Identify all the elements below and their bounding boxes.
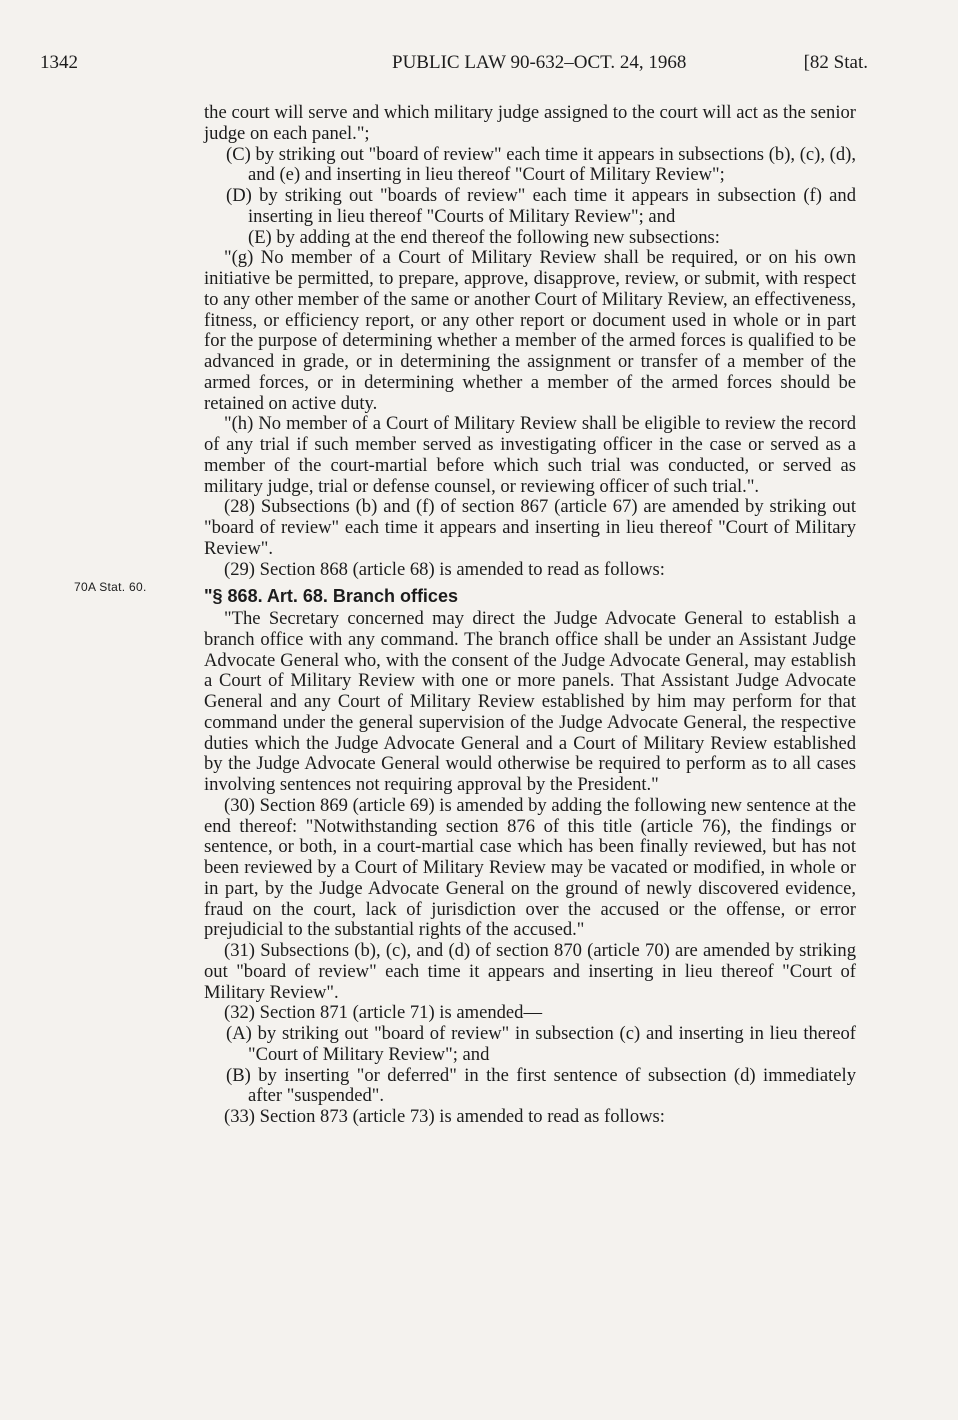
- paragraph-clause-c: (C) by striking out "board of review" each time it appears in subsections (b), (c), (d), and (e) and inserting in lieu thereof "Court of Military Review";: [226, 143, 856, 186]
- paragraph-subsection-g: "(g) No member of a Court of Military Review shall be required, or on his own initiative be permitted, to prepare, approve, disapprove, review, or submit, with respect to any other member of the same or another Court of Military Review, an effectiveness, fitness, or efficiency report, or any other report or document used in whole or in part for the purpose of determining whether a member of the armed forces is qualified to be advanced in grade, or in determining the assignment or transfer of a member of the armed forces, or in determining whether a member of the armed forces should be retained on active duty.: [204, 247, 856, 414]
- paragraph-branch-offices: "The Secretary concerned may direct the Judge Advocate General to establish a branch office with any command. The branch office shall be under an Assistant Judge Advocate General who, with the consent of the Judge Advocate General, may establish a Court of Military Review with one or more panels. That Assistant Judge Advocate General and any Court of Military Review established by him may perform for that command under the general supervision of the Judge Advocate General, the respective duties which the Judge Advocate General and a Court of Military Review established by the Judge Advocate General would otherwise be required to perform as to all cases involving sentences not requiring approval by the President.": [204, 608, 856, 795]
- paragraph-item-28: (28) Subsections (b) and (f) of section 867 (article 67) are amended by striking out "board of review" each time it appears and inserting in lieu thereof "Court of Military Review".: [204, 496, 856, 559]
- paragraph-item-32-a: (A) by striking out "board of review" in subsection (c) and inserting in lieu thereof "Court of Military Review"; and: [226, 1023, 856, 1065]
- paragraph-clause-e: (E) by adding at the end thereof the following new subsections:: [248, 226, 720, 248]
- paragraph-continuation: the court will serve and which military judge assigned to the court will act as the senior judge on each panel.";: [204, 102, 856, 144]
- section-heading: "§ 868. Art. 68. Branch offices: [204, 586, 458, 607]
- paragraph-item-32: (32) Section 871 (article 71) is amended—: [224, 1002, 543, 1024]
- paragraph-item-32-b: (B) by inserting "or deferred" in the first sentence of subsection (d) immediately after "suspended".: [226, 1064, 856, 1107]
- running-title: PUBLIC LAW 90-632–OCT. 24, 1968: [392, 52, 687, 73]
- page-header: [40, 52, 868, 78]
- paragraph-item-29: (29) Section 868 (article 68) is amended to read as follows:: [224, 558, 665, 580]
- page-number: 1342: [40, 52, 78, 73]
- margin-note-stat-citation: 70A Stat. 60.: [74, 580, 147, 594]
- body-text: [204, 103, 856, 1128]
- paragraph-item-30: (30) Section 869 (article 69) is amended by adding the following new sentence at the end thereof: "Notwithstanding section 876 of this title (article 76), the findings or sentence, or both, in a court-martial case which has been finally reviewed, but has not been reviewed by a Court of Military Review may be vacated or modified, in whole or in part, by the Judge Advocate General on the ground of newly discovered evidence, fraud on the court, lack of jurisdiction over the accused or the offense, or error prejudicial to the substantial rights of the accused.": [204, 794, 856, 941]
- statute-reference: [82 Stat.: [803, 52, 868, 73]
- paragraph-item-33: (33) Section 873 (article 73) is amended to read as follows:: [224, 1106, 665, 1127]
- paragraph-subsection-h: "(h) No member of a Court of Military Review shall be eligible to review the record of any trial if such member served as investigating officer in the case or served as a member of the court-martial before which such trial was conducted, or served as military judge, trial or defense counsel, or reviewing officer of such trial.".: [204, 413, 856, 497]
- paragraph-item-31: (31) Subsections (b), (c), and (d) of section 870 (article 70) are amended by striking out "board of review" each time it appears and inserting in lieu thereof "Court of Military Review".: [204, 940, 856, 1003]
- paragraph-clause-d: (D) by striking out "boards of review" each time it appears in subsection (f) and inserting in lieu thereof "Courts of Military Review"; and: [226, 185, 856, 227]
